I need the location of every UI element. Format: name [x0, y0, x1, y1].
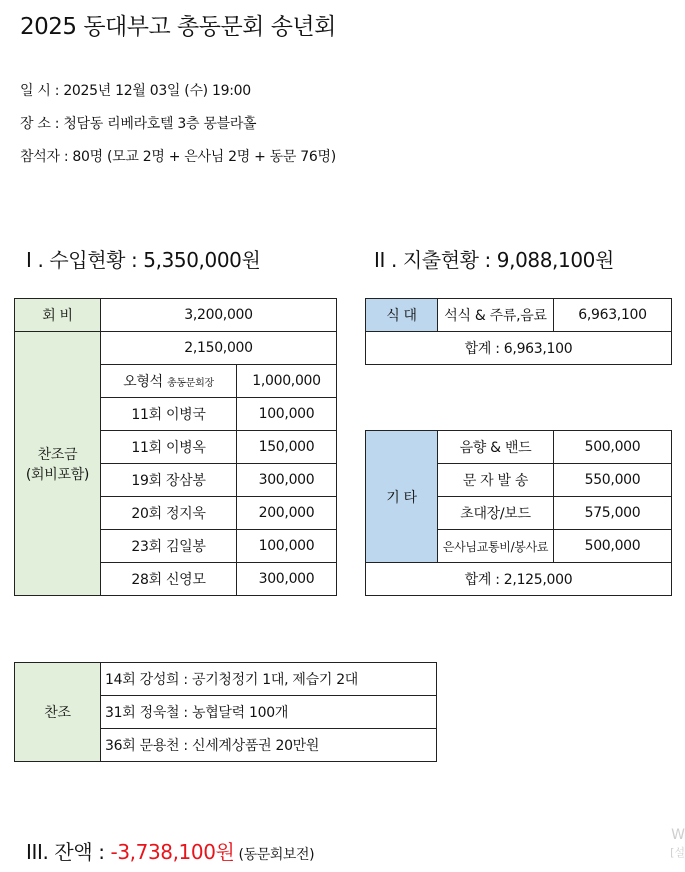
food-item: 석식 & 주류,음료	[438, 299, 554, 332]
other-subtotal: 합계 : 2,125,000	[366, 563, 672, 596]
expense-amount: 575,000	[554, 497, 672, 530]
food-subtotal: 합계 : 6,963,100	[366, 332, 672, 365]
expense-amount: 550,000	[554, 464, 672, 497]
sponsorship-total: 2,150,000	[101, 332, 337, 365]
expense-amount: 500,000	[554, 530, 672, 563]
food-label: 식 대	[366, 299, 438, 332]
membership-fee-amount: 3,200,000	[101, 299, 337, 332]
sponsor-amount: 300,000	[237, 563, 337, 596]
donation-item: 31회 정욱철 : 농협달력 100개	[101, 696, 437, 729]
sponsor-amount: 150,000	[237, 431, 337, 464]
sponsor-name: 28회 신영모	[101, 563, 237, 596]
expense-heading: II . 지출현황 : 9,088,100원	[374, 248, 614, 272]
membership-fee-label: 회 비	[15, 299, 101, 332]
sponsor-name: 오형석 총동문회장	[101, 365, 237, 398]
page-title: 2025 동대부고 총동문회 송년회	[20, 14, 336, 40]
donations-label: 찬조	[15, 663, 101, 762]
other-expense-table	[365, 430, 672, 596]
sponsor-name: 11회 이병국	[101, 398, 237, 431]
income-heading: I . 수입현황 : 5,350,000원	[26, 248, 261, 272]
sponsor-amount: 200,000	[237, 497, 337, 530]
sponsor-name: 20회 정지욱	[101, 497, 237, 530]
expense-item: 음향 & 밴드	[438, 431, 554, 464]
table-row	[366, 431, 672, 464]
balance-label: III. 잔액 :	[26, 840, 111, 864]
sponsorship-label: 찬조금 (회비포함)	[15, 332, 101, 596]
watermark-text: W [설	[670, 827, 685, 859]
food-amount: 6,963,100	[554, 299, 672, 332]
donations-table	[14, 662, 437, 762]
sponsor-name: 11회 이병옥	[101, 431, 237, 464]
expense-item: 문 자 발 송	[438, 464, 554, 497]
sponsor-name: 23회 김일봉	[101, 530, 237, 563]
table-row	[15, 663, 437, 696]
event-attendees: 참석자 : 80명 (모교 2명 + 은사님 2명 + 동문 76명)	[20, 149, 336, 165]
event-datetime: 일 시 : 2025년 12월 03일 (수) 19:00	[20, 83, 251, 99]
balance-note: (동문회보전)	[234, 847, 315, 863]
food-expense-table	[365, 298, 672, 365]
sponsor-amount: 300,000	[237, 464, 337, 497]
event-venue: 장 소 : 청담동 리베라호텔 3층 몽블라홀	[20, 116, 257, 132]
expense-item: 초대장/보드	[438, 497, 554, 530]
expense-amount: 500,000	[554, 431, 672, 464]
donation-item: 14회 강성희 : 공기청정기 1대, 제습기 2대	[101, 663, 437, 696]
sponsor-name: 19회 장삼봉	[101, 464, 237, 497]
expense-item: 은사님교통비/봉사료	[438, 530, 554, 563]
sponsor-amount: 100,000	[237, 398, 337, 431]
sponsor-amount: 1,000,000	[237, 365, 337, 398]
balance-line	[26, 836, 314, 865]
income-table	[14, 298, 337, 596]
balance-amount: -3,738,100원	[110, 840, 235, 864]
sponsor-amount: 100,000	[237, 530, 337, 563]
other-label: 기 타	[366, 431, 438, 563]
donation-item: 36회 문용천 : 신세계상품권 20만원	[101, 729, 437, 762]
